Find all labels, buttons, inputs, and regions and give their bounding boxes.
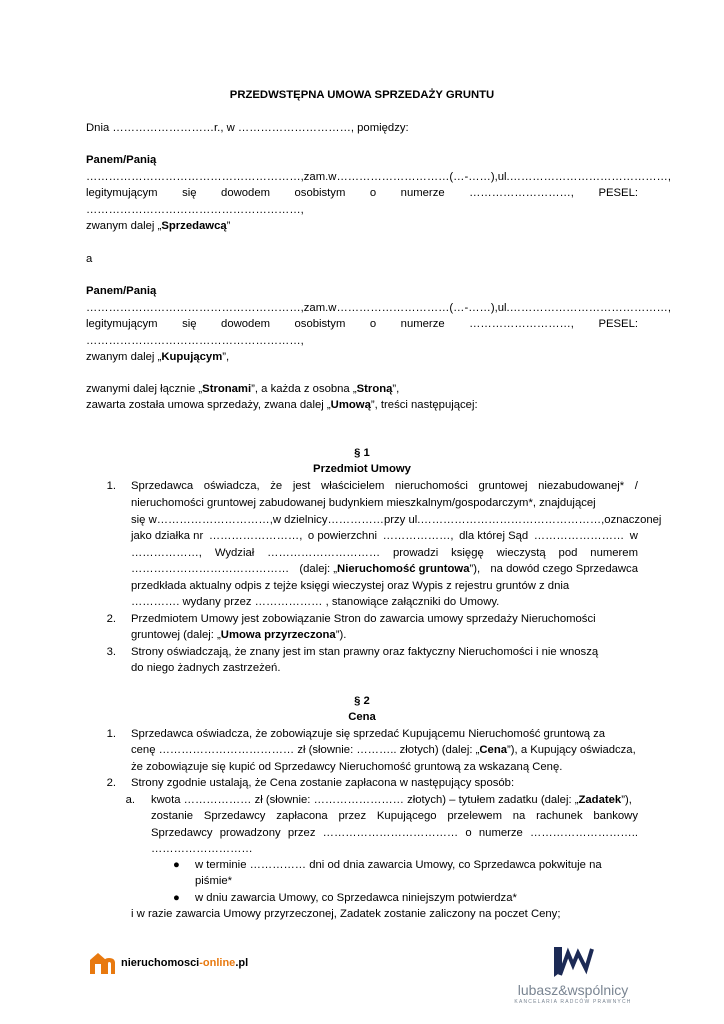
s1-item1-line1: Sprzedawca oświadcza, że jest właścicielem nieruchomości gruntowej niezabudowanej* / xyxy=(131,480,638,492)
footer-logo-right-sub: KANCELARIA RADCÓW PRAWNYCH xyxy=(514,999,632,1005)
party2-role-line: zwanym dalej „Kupującym”, xyxy=(86,351,230,363)
agreement-definition-line: zawarta została umowa sprzedaży, zwana dalej „Umową”, treści następującej: xyxy=(86,399,478,411)
bullet2-icon: ● xyxy=(173,892,180,904)
footer-logo-lubasz xyxy=(508,945,638,1006)
section2-sign: § 2 xyxy=(354,695,370,707)
party1-id-line: legitymującym się dowodem osobistym o numerze ………………………, PESEL: xyxy=(86,187,638,199)
s1-item1-line6: …………………………………… (dalej: „Nieruchomość gruntowa”), na dowód czego Sprzedawca xyxy=(131,563,638,575)
s2-item1-line3: że zobowiązuje się kupić od Sprzedawcy Nieruchomość gruntową za wskazaną Cenę. xyxy=(131,761,563,773)
s1-item1-line7: przedkłada aktualny odpis z tejże księgi wieczystej oraz Wypis z rejestru gruntów z dnia xyxy=(131,580,570,592)
s1-item2-line2: gruntowej (dalej: „Umowa przyrzeczona”). xyxy=(131,629,347,641)
section1-title: Przedmiot Umowy xyxy=(313,463,411,475)
s2-bullet2-line1: w dniu zawarcia Umowy, co Sprzedawca niniejszym potwierdza* xyxy=(195,892,517,904)
s1-item3-number: 3. xyxy=(106,646,116,658)
section1-sign: § 1 xyxy=(354,447,370,459)
section2-title: Cena xyxy=(348,711,376,723)
s2-item2a-line2: zostanie Sprzedawcy zapłacona przez Kupującego przelewem na rachunek bankowy xyxy=(151,810,638,822)
s2-item2-number: 2. xyxy=(106,777,116,789)
s1-item1-line3: się w …………………………, w dzielnicy ……………przy ul. …………………………………………, oznaczonej xyxy=(131,514,662,526)
s1-item1-line4: jako działka nr ……………………, o powierzchni ………………, dla której Sąd …………………… w xyxy=(131,530,638,542)
s1-item1-line5: ………………, Wydział ………………………… prowadzi księgę wieczystą pod numerem xyxy=(131,547,638,559)
s2-item2a-line1: kwota ……………… zł (słownie: …………………… złotych) – tytułem zadatku (dalej: „Zadatek”), xyxy=(151,794,632,806)
party2-pesel-line: …………………………………………………, xyxy=(86,335,304,347)
s2-item1-line2: cenę ……………………………… zł (słownie: ……….. złotych) (dalej: „Cena”), a Kupujący oświadcza, xyxy=(131,744,636,756)
s2-bullet1-line2: piśmie* xyxy=(195,875,233,887)
footer-logo-right-name: lubasz&wspólnicy xyxy=(517,982,629,998)
lw-monogram-icon xyxy=(550,945,596,979)
party2-heading: Panem/Panią xyxy=(86,285,157,297)
s1-item1-number: 1. xyxy=(106,480,116,492)
party2-address-line: …………………………………………………, zam. w ………………………… (…-……), ul. ……………………………………, xyxy=(86,302,671,314)
s1-item2-line1: Przedmiotem Umowy jest zobowiązanie Stron do zawarcia umowy sprzedaży Nieruchomości xyxy=(131,613,596,625)
intro-line: Dnia ………………………r., w …………………………, pomiędzy: xyxy=(86,122,409,134)
and-line: a xyxy=(86,253,93,265)
s2-item1-number: 1. xyxy=(106,728,116,740)
s2-item2-line1: Strony zgodnie ustalają, że Cena zostanie zapłacona w następujący sposób: xyxy=(131,777,515,789)
party1-heading: Panem/Panią xyxy=(86,154,157,166)
document-title: PRZEDWSTĘPNA UMOWA SPRZEDAŻY GRUNTU xyxy=(229,89,495,101)
footer-logo-left-text: nieruchomosci-online.pl xyxy=(121,957,249,969)
parties-definition-line: zwanymi dalej łącznie „Stronami”, a każda z osobna „Stroną”, xyxy=(86,383,400,395)
s2-item1-line1: Sprzedawca oświadcza, że zobowiązuje się sprzedać Kupującemu Nieruchomość gruntową za xyxy=(131,728,606,740)
s1-item1-line8: …………. wydany przez ……………… , stanowiące załączniki do Umowy. xyxy=(131,596,500,608)
s2-item2a-label: a. xyxy=(125,794,135,806)
s2-item2a-line4: ……………………… xyxy=(151,843,253,855)
s2-closing-line: i w razie zawarcia Umowy przyrzeczonej, Zadatek zostanie zaliczony na poczet Ceny; xyxy=(131,908,561,920)
s2-bullet1-line1: w terminie …………… dni od dnia zawarcia Umowy, co Sprzedawca pokwituje na xyxy=(195,859,602,871)
s1-item1-line2: nieruchomości gruntowej zabudowanej budynkiem mieszkalnym/gospodarczym*, znajdującej xyxy=(131,497,596,509)
party1-role-line: zwanym dalej „Sprzedawcą” xyxy=(86,220,231,232)
s1-item3-line1: Strony oświadczają, że znany jest im stan prawny oraz faktyczny Nieruchomości i nie wnoszą xyxy=(131,646,599,658)
party2-id-line: legitymującym się dowodem osobistym o numerze ………………………, PESEL: xyxy=(86,318,638,330)
s1-item3-line2: do niego żadnych zastrzeżeń. xyxy=(131,662,281,674)
s2-item2a-line3: Sprzedawcy prowadzony przez ……………………………… o numerze ……………………….. xyxy=(151,827,638,839)
s1-item2-number: 2. xyxy=(106,613,116,625)
party1-address-line: …………………………………………………, zam. w ………………………… (…-……), ul. ……………………………………, xyxy=(86,171,671,183)
house-n-icon xyxy=(88,950,118,976)
footer-logo-nieruchomosci xyxy=(88,950,248,976)
party1-pesel-line: …………………………………………………, xyxy=(86,204,304,216)
bullet1-icon: ● xyxy=(173,859,180,871)
